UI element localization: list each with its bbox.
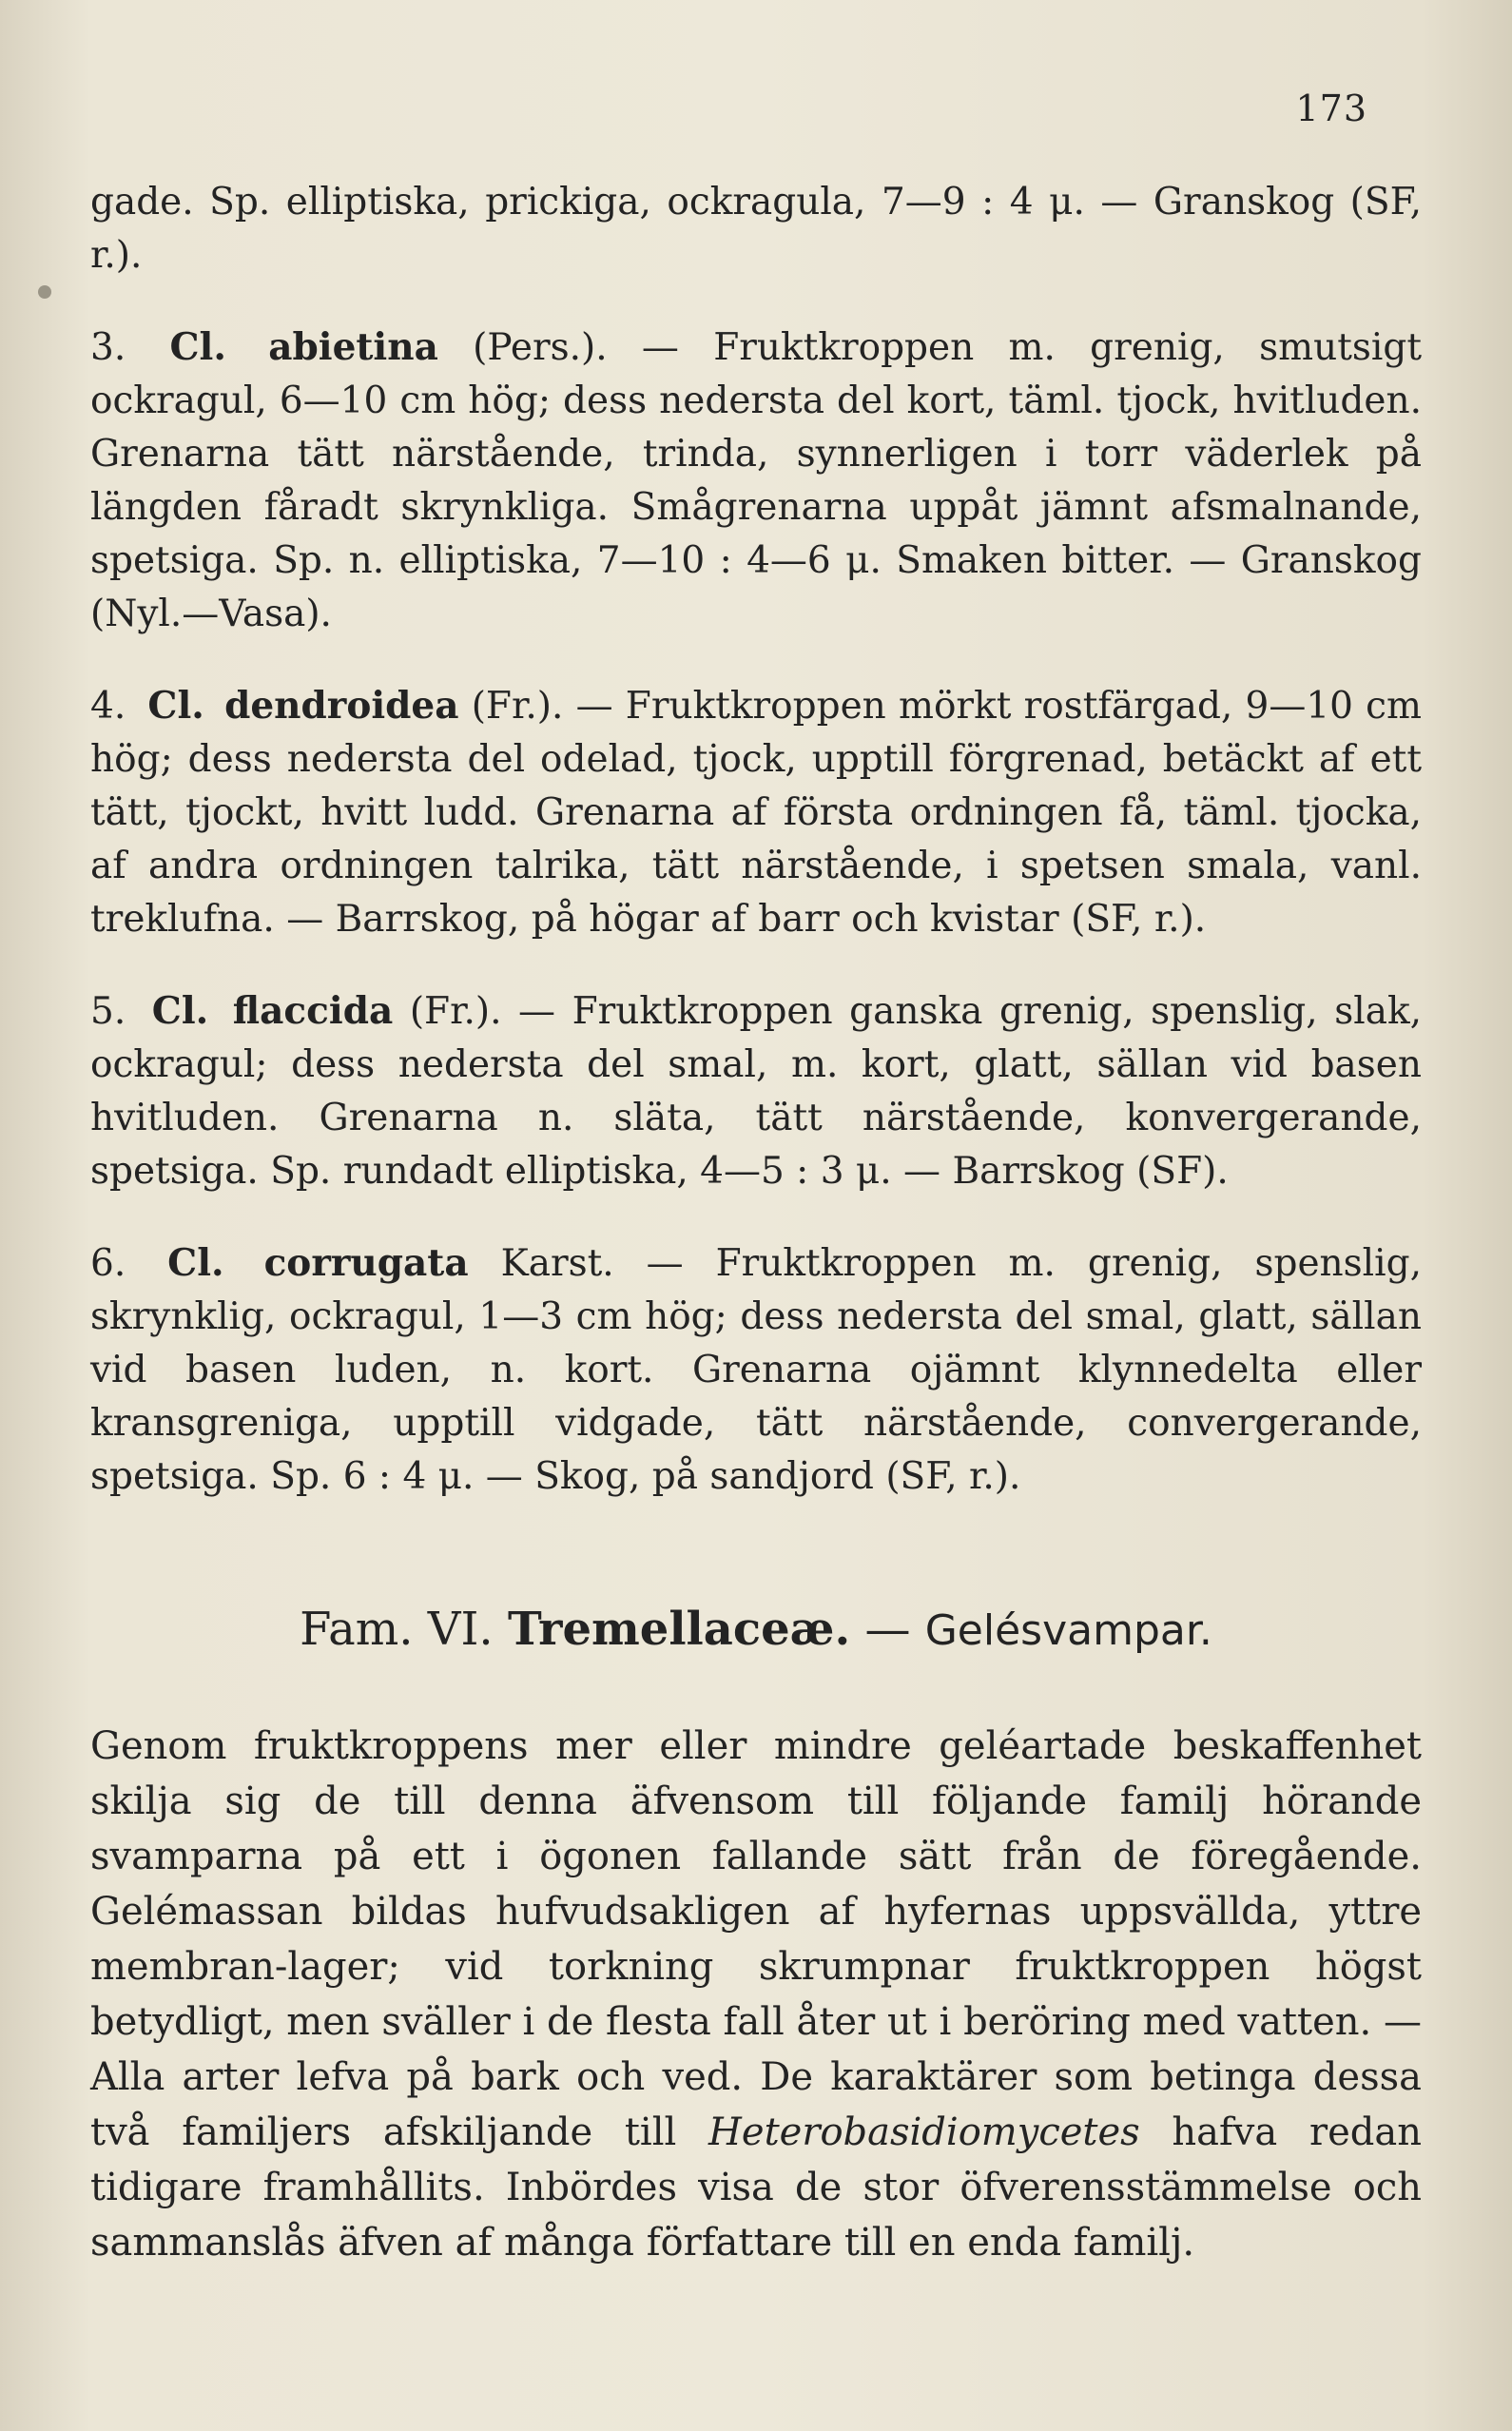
entry-author: (Fr.). <box>409 990 502 1033</box>
page-number: 173 <box>1295 88 1367 129</box>
entry-flaccida <box>90 984 1422 1198</box>
page-content <box>90 176 1422 2270</box>
entry-text: — Fruktkroppen m. grenig, spenslig, skrynklig, ockragul, 1—3 cm hög; dess nedersta del smal, glatt, sällan vid basen luden, n. kort. Grenarna ojämnt klynnedelta eller kransgreniga, upptill vidgade, tätt närstående, convergerande, spetsiga. Sp. 6 : 4 μ. — Skog, på sandjord (SF, r.). <box>90 1242 1422 1498</box>
entry-genus: Cl. <box>167 1241 224 1285</box>
entry-abietina <box>90 321 1422 641</box>
family-intro-paragraph <box>90 1719 1422 2270</box>
entry-species: corrugata <box>263 1241 469 1285</box>
entry-author: (Pers.). <box>473 326 608 369</box>
family-name: Tremellaceæ. <box>507 1603 851 1656</box>
entry-number: 4. <box>90 685 126 728</box>
entry-species: dendroidea <box>224 684 459 728</box>
family-dash: — <box>864 1603 911 1656</box>
entry-genus: Cl. <box>151 989 209 1033</box>
entry-text: — Fruktkroppen ganska grenig, spenslig, slak, ockragul; dess nedersta del smal, m. kort, glatt, sällan vid basen hvitluden. Grenarna n. släta, tätt närstående, konvergerande, spetsiga. Sp. rundadt elliptiska, 4—5 : 3 μ. — Barrskog (SF). <box>90 990 1422 1193</box>
entry-number: 6. <box>90 1242 126 1285</box>
intro-taxon: Heterobasidiomycetes <box>708 2110 1140 2154</box>
entry-text: — Fruktkroppen mörkt rostfärgad, 9—10 cm hög; dess nedersta del odelad, tjock, upptill förgrenad, betäckt af ett tätt, tjockt, hvitt ludd. Grenarna af första ordningen få, täml. tjocka, af andra ordningen talrika, tätt närstående, i spetsen smala, vanl. treklufna. — Barrskog, på högar af barr och kvistar (SF, r.). <box>90 685 1422 941</box>
entry-species: abietina <box>268 325 438 369</box>
family-common-name: Gelésvampar. <box>924 1606 1212 1655</box>
intro-text-part1: Genom fruktkroppens mer eller mindre geléartade beskaffenhet skilja sig de till denna äfvensom till följande familj hörande svamparna på ett i ögonen fallande sätt från de föregående. Gelémassan bildas hufvudsakligen af hyfernas uppsvällda, yttre membran-lager; vid torkning skrumpnar fruktkroppen högst betydligt, men sväller i de flesta fall åter ut i beröring med vatten. — Alla arter lefva på bark och ved. De karaktärer som betinga dessa två familjers afskiljande till <box>90 1724 1422 2154</box>
entry-author: Karst. <box>500 1242 614 1285</box>
family-heading <box>90 1599 1422 1662</box>
entry-genus: Cl. <box>147 684 204 728</box>
entry-number: 5. <box>90 990 126 1033</box>
entry-dendroidea <box>90 679 1422 946</box>
entry-text: — Fruktkroppen m. grenig, smutsigt ockragul, 6—10 cm hög; dess nedersta del kort, täml. tjock, hvitluden. Grenarna tätt närstående, trinda, synnerligen i torr väderlek på längden fåradt skrynkliga. Smågrenarna uppåt jämnt afsmalnande, spetsiga. Sp. n. elliptiska, 7—10 : 4—6 μ. Smaken bitter. — Granskog (Nyl.—Vasa). <box>90 326 1423 635</box>
entry-number: 3. <box>90 326 126 369</box>
entry-genus: Cl. <box>169 325 226 369</box>
ink-stain <box>38 285 51 299</box>
entry-species: flaccida <box>232 989 394 1033</box>
continuation-paragraph: gade. Sp. elliptiska, prickiga, ockragula, 7—9 : 4 μ. — Granskog (SF, r.). <box>90 181 1422 277</box>
entry-author: (Fr.). <box>471 685 564 728</box>
entry-corrugata <box>90 1236 1422 1504</box>
family-prefix: Fam. VI. <box>300 1603 494 1656</box>
intro-text-part2: hafva redan tidigare framhållits. Inbördes visa de stor öfverensstämmelse och sammanslås äfven af många författare till en enda familj. <box>90 2110 1422 2265</box>
